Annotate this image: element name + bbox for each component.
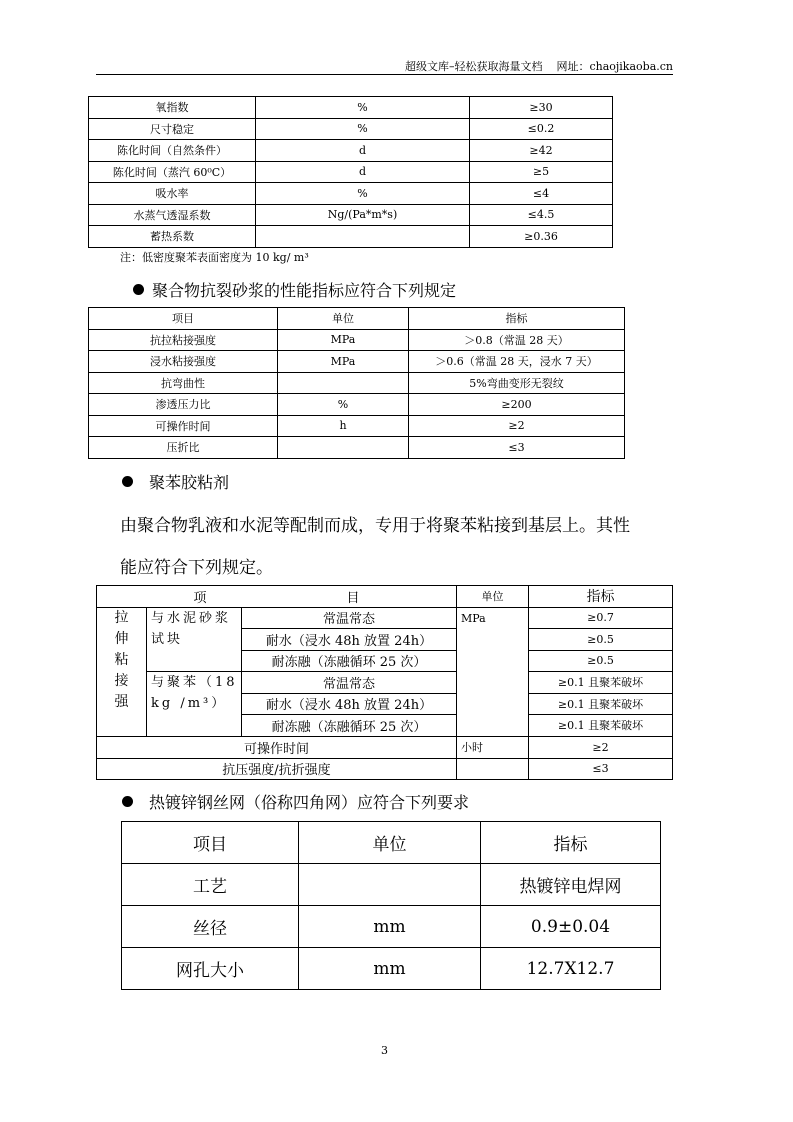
cell: 项目 [89,308,278,330]
cell: 单位 [299,822,481,864]
cell: 可操作时间 [89,415,278,437]
unit-cell: MPa [457,607,529,736]
table-row [89,351,625,373]
cell: 水蒸气透湿系数 [89,204,256,226]
group-label: 拉 伸 粘 接 强 [97,607,147,736]
paragraph: 由聚合物乳液和水泥等配制而成，专用于将聚苯粘接到基层上。其性 [120,516,630,536]
cell: ≤0.2 [470,118,613,140]
header-item: 项 目 [97,586,457,608]
cell: ≤3 [529,758,673,780]
cell: ≥0.36 [470,226,613,248]
table-adhesive-properties [96,585,673,780]
table-insulation-properties [88,96,613,248]
cell: 氧指数 [89,97,256,119]
header-rule [96,74,673,75]
table-row [89,308,625,330]
cell: ＞0.8（常温 28 天） [409,329,625,351]
cell [256,226,470,248]
page-number: 3 [381,1044,388,1057]
cell: ≤4.5 [470,204,613,226]
cell: 常温常态 [242,672,457,694]
cell: ＞0.6（常温 28 天，浸水 7 天） [409,351,625,373]
cell: ≥2 [409,415,625,437]
cell [278,437,409,459]
paragraph: 能应符合下列规定。 [120,558,273,578]
table-row [89,118,613,140]
sub-group: 与聚苯（18 kg /m³） [147,672,242,737]
cell: d [256,140,470,162]
sub-group: 与水泥砂浆试块 [147,607,242,672]
table-row [89,140,613,162]
cell: ≥0.1 且聚苯破坏 [529,715,673,737]
table-row [89,394,625,416]
cell: d [256,161,470,183]
cell: 陈化时间（蒸汽 60⁰C） [89,161,256,183]
cell: 项目 [122,822,299,864]
cell: 渗透压力比 [89,394,278,416]
cell: 指标 [481,822,661,864]
cell: 抗拉粘接强度 [89,329,278,351]
cell: ≥5 [470,161,613,183]
cell: 5%弯曲变形无裂纹 [409,372,625,394]
cell: % [278,394,409,416]
cell: 蓄热系数 [89,226,256,248]
cell: 12.7X12.7 [481,948,661,990]
table-row [122,822,661,864]
table-row [89,183,613,205]
cell: ≥0.1 且聚苯破坏 [529,693,673,715]
cell: Ng/(Pa*m*s) [256,204,470,226]
cell: 耐冻融（冻融循环 25 次） [242,715,457,737]
header-url: 网址：chaojikaoba.cn [556,60,673,73]
cell: ≥200 [409,394,625,416]
cell: 指标 [409,308,625,330]
cell: ≥0.1 且聚苯破坏 [529,672,673,694]
cell: % [256,118,470,140]
table-row [89,372,625,394]
cell: 单位 [278,308,409,330]
cell: 小时 [457,736,529,758]
cell: ≥0.5 [529,629,673,651]
cell: 可操作时间 [97,736,457,758]
cell: 陈化时间（自然条件） [89,140,256,162]
table-mortar-properties [88,307,625,459]
table-row [122,948,661,990]
cell: ≥0.7 [529,607,673,629]
table-row [89,415,625,437]
cell: 丝径 [122,906,299,948]
bullet-icon [122,796,133,807]
table-row [89,204,613,226]
cell: ≥0.5 [529,650,673,672]
cell: 抗压强度/抗折强度 [97,758,457,780]
table-row [89,161,613,183]
cell: 尺寸稳定 [89,118,256,140]
section-heading: 聚合物抗裂砂浆的性能指标应符合下列规定 [133,278,456,301]
cell: MPa [278,351,409,373]
cell: mm [299,906,481,948]
table-note: 注：低密度聚苯表面密度为 10 kg/ m³ [120,251,309,264]
table-row [89,97,613,119]
cell: MPa [278,329,409,351]
table-row [122,906,661,948]
cell: 抗弯曲性 [89,372,278,394]
cell: % [256,183,470,205]
cell [457,758,529,780]
table-row [89,329,625,351]
cell: 耐水（浸水 48h 放置 24h） [242,693,457,715]
cell: 常温常态 [242,607,457,629]
table-row [122,864,661,906]
cell: % [256,97,470,119]
cell: ≤4 [470,183,613,205]
cell [278,372,409,394]
cell: ≤3 [409,437,625,459]
cell: 网孔大小 [122,948,299,990]
cell: 热镀锌电焊网 [481,864,661,906]
cell: ≥2 [529,736,673,758]
header-unit: 单位 [457,586,529,608]
cell: 耐水（浸水 48h 放置 24h） [242,629,457,651]
cell: ≥42 [470,140,613,162]
cell: mm [299,948,481,990]
cell: h [278,415,409,437]
page-header [391,58,673,74]
cell [299,864,481,906]
section-heading: 热镀锌钢丝网（俗称四角网）应符合下列要求 [122,790,469,813]
table-row [89,437,625,459]
bullet-icon [133,284,144,295]
cell: 耐冻融（冻融循环 25 次） [242,650,457,672]
cell: 吸水率 [89,183,256,205]
cell: 浸水粘接强度 [89,351,278,373]
cell: 工艺 [122,864,299,906]
cell: ≥30 [470,97,613,119]
table-row [89,226,613,248]
bullet-icon [122,476,133,487]
cell: 压折比 [89,437,278,459]
section-heading: 聚苯胶粘剂 [122,470,229,493]
cell: 0.9±0.04 [481,906,661,948]
header-site: 超级文库–轻松获取海量文档 [404,60,543,73]
header-index: 指标 [529,586,673,608]
table-wire-mesh [121,821,661,990]
